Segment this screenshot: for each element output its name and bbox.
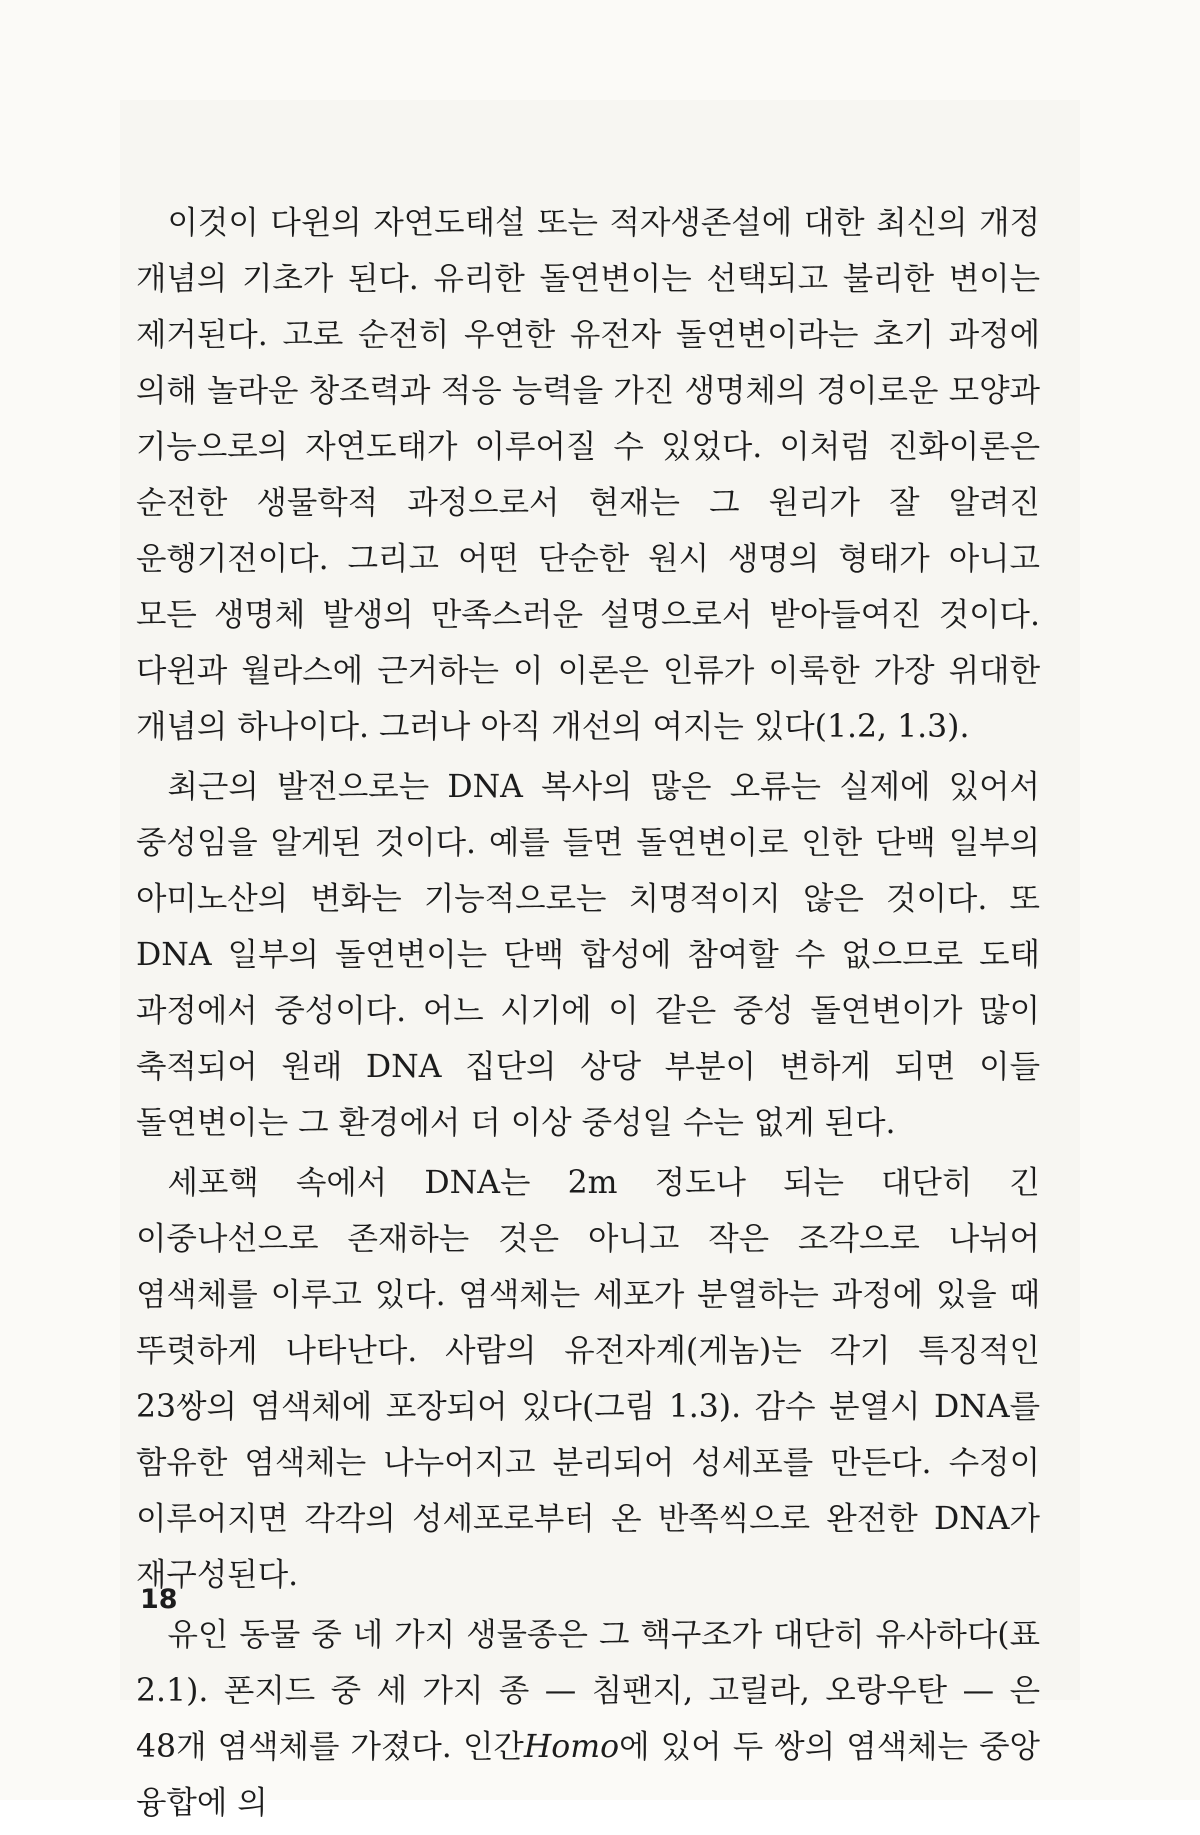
paragraph-neutral-mutation: 최근의 발전으로는 DNA 복사의 많은 오류는 실제에 있어서 중성임을 알게된 것이다. 예를 들면 돌연변이로 인한 단백 일부의 아미노산의 변화는 기능적으로는 치명적이지 않은 것이다. 또 DNA 일부의 돌연변이는 단백 합성에 참여할 수 없으므로 도태 과정에서 중성이다. 어느 시기에 이 같은 중성 돌연변이가 많이 축적되어 원래 DNA 집단의 상당 부분이 변하게 되면 이들 돌연변이는 그 환경에서 더 이상 중성일 수는 없게 된다. <box>136 769 1040 1141</box>
body-text <box>136 195 1040 1835</box>
paragraph-primate-karyotype <box>136 1607 1040 1831</box>
paragraph-darwin-theory: 이것이 다윈의 자연도태설 또는 적자생존설에 대한 최신의 개정 개념의 기초가 된다. 유리한 돌연변이는 선택되고 불리한 변이는 제거된다. 고로 순전히 우연한 유전자 돌연변이라는 초기 과정에 의해 놀라운 창조력과 적응 능력을 가진 생명체의 경이로운 모양과 기능으로의 자연도태가 이루어질 수 있었다. 이처럼 진화이론은 순전한 생물학적 과정으로서 현재는 그 원리가 잘 알려진 운행기전이다. 그리고 어떤 단순한 원시 생명의 형태가 아니고 모든 생명체 발생의 만족스러운 설명으로서 받아들여진 것이다. 다윈과 월라스에 근거하는 이 이론은 인류가 이룩한 가장 위대한 개념의 하나이다. 그러나 아직 개선의 여지는 있다(1.2, 1.3). <box>136 205 1040 745</box>
paragraph-text-after-italic: 에 있어 두 쌍의 염색체는 중앙 융합에 의 <box>136 1729 1040 1821</box>
page-number: 18 <box>140 1584 178 1615</box>
italic-genus-name: Homo <box>523 1729 620 1765</box>
paragraph-chromosome: 세포핵 속에서 DNA는 2m 정도나 되는 대단히 긴 이중나선으로 존재하는 것은 아니고 작은 조각으로 나뉘어 염색체를 이루고 있다. 염색체는 세포가 분열하는 과정에 있을 때 뚜렷하게 나타난다. 사람의 유전자계(게놈)는 각기 특징적인 23쌍의 염색체에 포장되어 있다(그림 1.3). 감수 분열시 DNA를 함유한 염색체는 나누어지고 분리되어 성세포를 만든다. 수정이 이루어지면 각각의 성세포로부터 온 반쪽씩으로 완전한 DNA가 재구성된다. <box>136 1165 1040 1593</box>
paragraph-text-before-italic: 유인 동물 중 네 가지 생물종은 그 핵구조가 대단히 유사하다(표 2.1). 폰지드 중 세 가지 종 — 침팬지, 고릴라, 오랑우탄 — 은 48개 염색체를 가졌다. 인간 <box>136 1617 1040 1765</box>
